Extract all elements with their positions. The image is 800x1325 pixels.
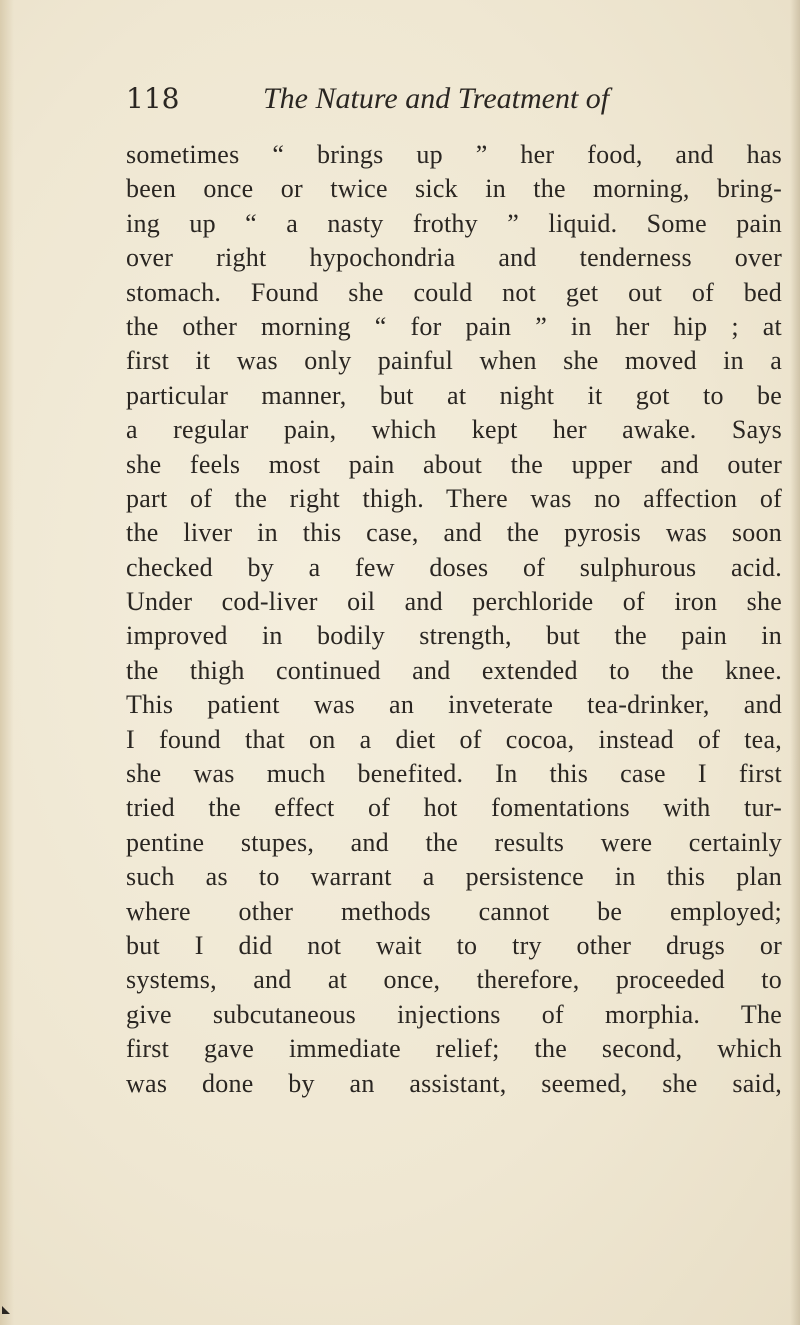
- text-line: first it was only painful when she moved in a: [126, 346, 782, 376]
- text-line: improved in bodily strength, but the pain in: [126, 621, 782, 651]
- body-text: [126, 138, 786, 1101]
- text-line: ing up “ a nasty frothy ” liquid. Some pain: [126, 208, 782, 238]
- page-gutter-shadow: [0, 0, 14, 1325]
- text-line: over right hypochondria and tenderness over: [126, 243, 782, 273]
- text-line: I found that on a diet of cocoa, instead of tea,: [126, 724, 782, 754]
- text-line: This patient was an inveterate tea-drinker, and: [126, 690, 782, 720]
- text-line: pentine stupes, and the results were certainly: [126, 827, 782, 857]
- text-line: such as to warrant a persistence in this plan: [126, 862, 782, 892]
- text-line: stomach. Found she could not get out of bed: [126, 277, 782, 307]
- text-line: particular manner, but at night it got to be: [126, 380, 782, 410]
- text-line: checked by a few doses of sulphurous acid.: [126, 552, 782, 582]
- running-head: [126, 77, 686, 121]
- text-line: tried the effect of hot fomentations with tur-: [126, 793, 782, 823]
- text-line: the thigh continued and extended to the knee.: [126, 655, 782, 685]
- text-line: the liver in this case, and the pyrosis was soon: [126, 518, 782, 548]
- text-line: been once or twice sick in the morning, bring-: [126, 174, 782, 204]
- text-line: first gave immediate relief; the second, which: [126, 1034, 782, 1064]
- running-title: The Nature and Treatment of: [263, 82, 610, 115]
- text-line: where other methods cannot be employed;: [126, 896, 782, 926]
- text-line: give subcutaneous injections of morphia. The: [126, 999, 782, 1029]
- corner-mark: [2, 1306, 10, 1314]
- text-line: sometimes “ brings up ” her food, and has: [126, 140, 782, 169]
- text-line: but I did not wait to try other drugs or: [126, 930, 782, 960]
- text-line: was done by an assistant, seemed, she said,: [126, 1068, 782, 1098]
- text-line: a regular pain, which kept her awake. Says: [126, 415, 782, 445]
- page-edge-shadow: [790, 0, 800, 1325]
- page-number: 118: [126, 82, 180, 115]
- text-line: systems, and at once, therefore, proceeded to: [126, 965, 782, 995]
- text-line: Under cod-liver oil and perchloride of iron she: [126, 587, 782, 617]
- text-line: she feels most pain about the upper and outer: [126, 449, 782, 479]
- text-line: the other morning “ for pain ” in her hip ; at: [126, 311, 782, 341]
- text-line: she was much benefited. In this case I first: [126, 759, 782, 789]
- text-line: part of the right thigh. There was no affection of: [126, 483, 782, 513]
